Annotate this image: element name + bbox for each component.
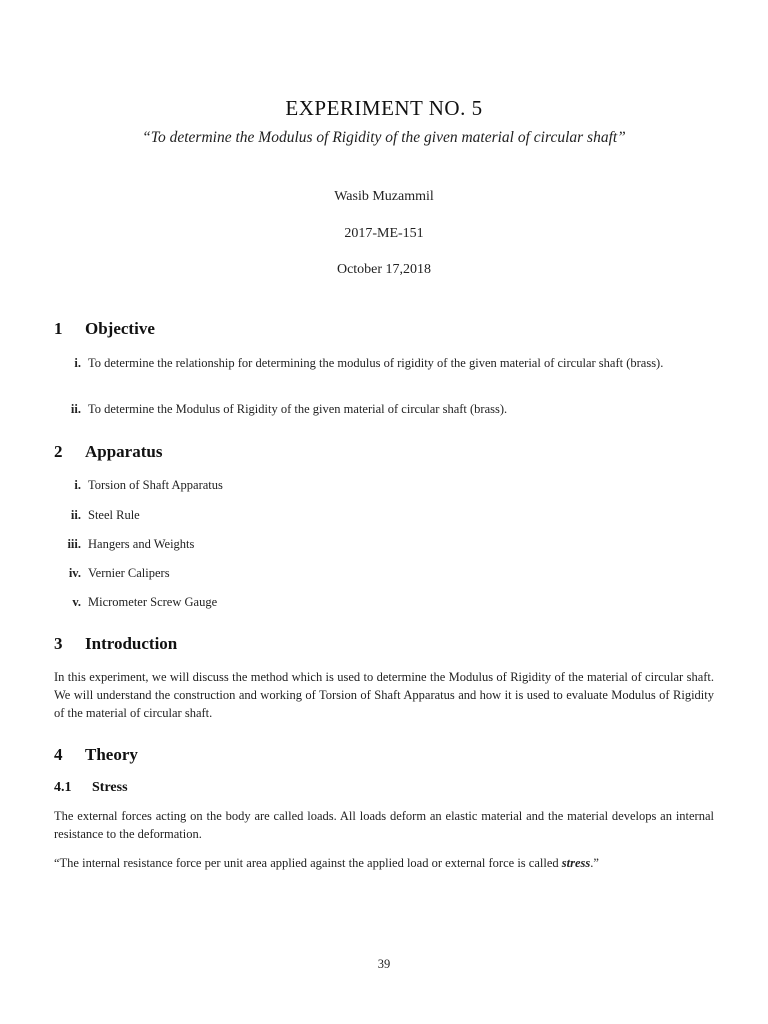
list-item [54,536,714,553]
section-heading-objective [54,319,155,339]
section-number: 4 [54,745,63,764]
list-item-text: Vernier Calipers [88,566,170,580]
list-item-text: To determine the relationship for determining the modulus of rigidity of the given material of circular shaft (brass). [88,356,664,370]
list-marker: i. [74,356,81,370]
list-item [54,401,714,418]
stress-emphasis: stress [561,856,591,870]
list-item-text: Steel Rule [88,508,140,522]
section-title: Theory [85,745,138,764]
list-marker: ii. [70,402,81,416]
subsection-heading-stress [54,780,128,796]
list-item [54,507,714,524]
stress-paragraph: The external forces acting on the body are called loads. All loads deform an elastic material and the material develops an internal resistance to the deformation. [54,809,714,841]
list-marker: i. [74,478,81,492]
list-marker: ii. [70,508,81,522]
section-title: Apparatus [85,442,163,461]
section-title: Objective [85,319,155,338]
subsection-number: 4.1 [54,780,72,795]
list-item-text: Hangers and Weights [88,537,195,551]
introduction-paragraph: In this experiment, we will discuss the method which is used to determine the Modulus of Rigidity of the material of circular shaft. We will understand the construction and working of Torsion of Shaft Apparatus and how it is used to evaluate Modulus of Rigidity of the material of circular shaft. [54,670,714,720]
section-number: 2 [54,442,63,461]
list-item-text: To determine the Modulus of Rigidity of the given material of circular shaft (brass). [88,402,508,416]
author-name: Wasib Muzammil [334,189,434,204]
document-subtitle: “To determine the Modulus of Rigidity of the given material of circular shaft” [142,129,626,146]
quote-end: .” [590,856,599,870]
list-item [54,355,714,372]
section-heading-theory [54,745,138,765]
list-marker: iv. [68,566,81,580]
list-marker: iii. [67,537,81,551]
list-marker: v. [72,595,81,609]
roll-number: 2017-ME-151 [344,226,424,241]
document-date: October 17,2018 [336,262,432,277]
list-item [54,477,714,494]
page-number: 39 [377,957,391,971]
subsection-title: Stress [92,780,128,795]
section-heading-introduction [54,634,177,654]
list-item-text: Micrometer Screw Gauge [88,595,218,609]
section-title: Introduction [85,634,178,653]
section-number: 1 [54,319,63,338]
quote-text: “The internal resistance force per unit area applied against the applied load or external force is called [54,856,562,870]
list-item [54,565,714,582]
document-title: EXPERIMENT NO. 5 [285,96,483,120]
list-item-text: Torsion of Shaft Apparatus [88,478,223,492]
list-item [54,594,714,611]
stress-definition-quote [54,854,714,872]
section-heading-apparatus [54,442,162,462]
section-number: 3 [54,634,63,653]
